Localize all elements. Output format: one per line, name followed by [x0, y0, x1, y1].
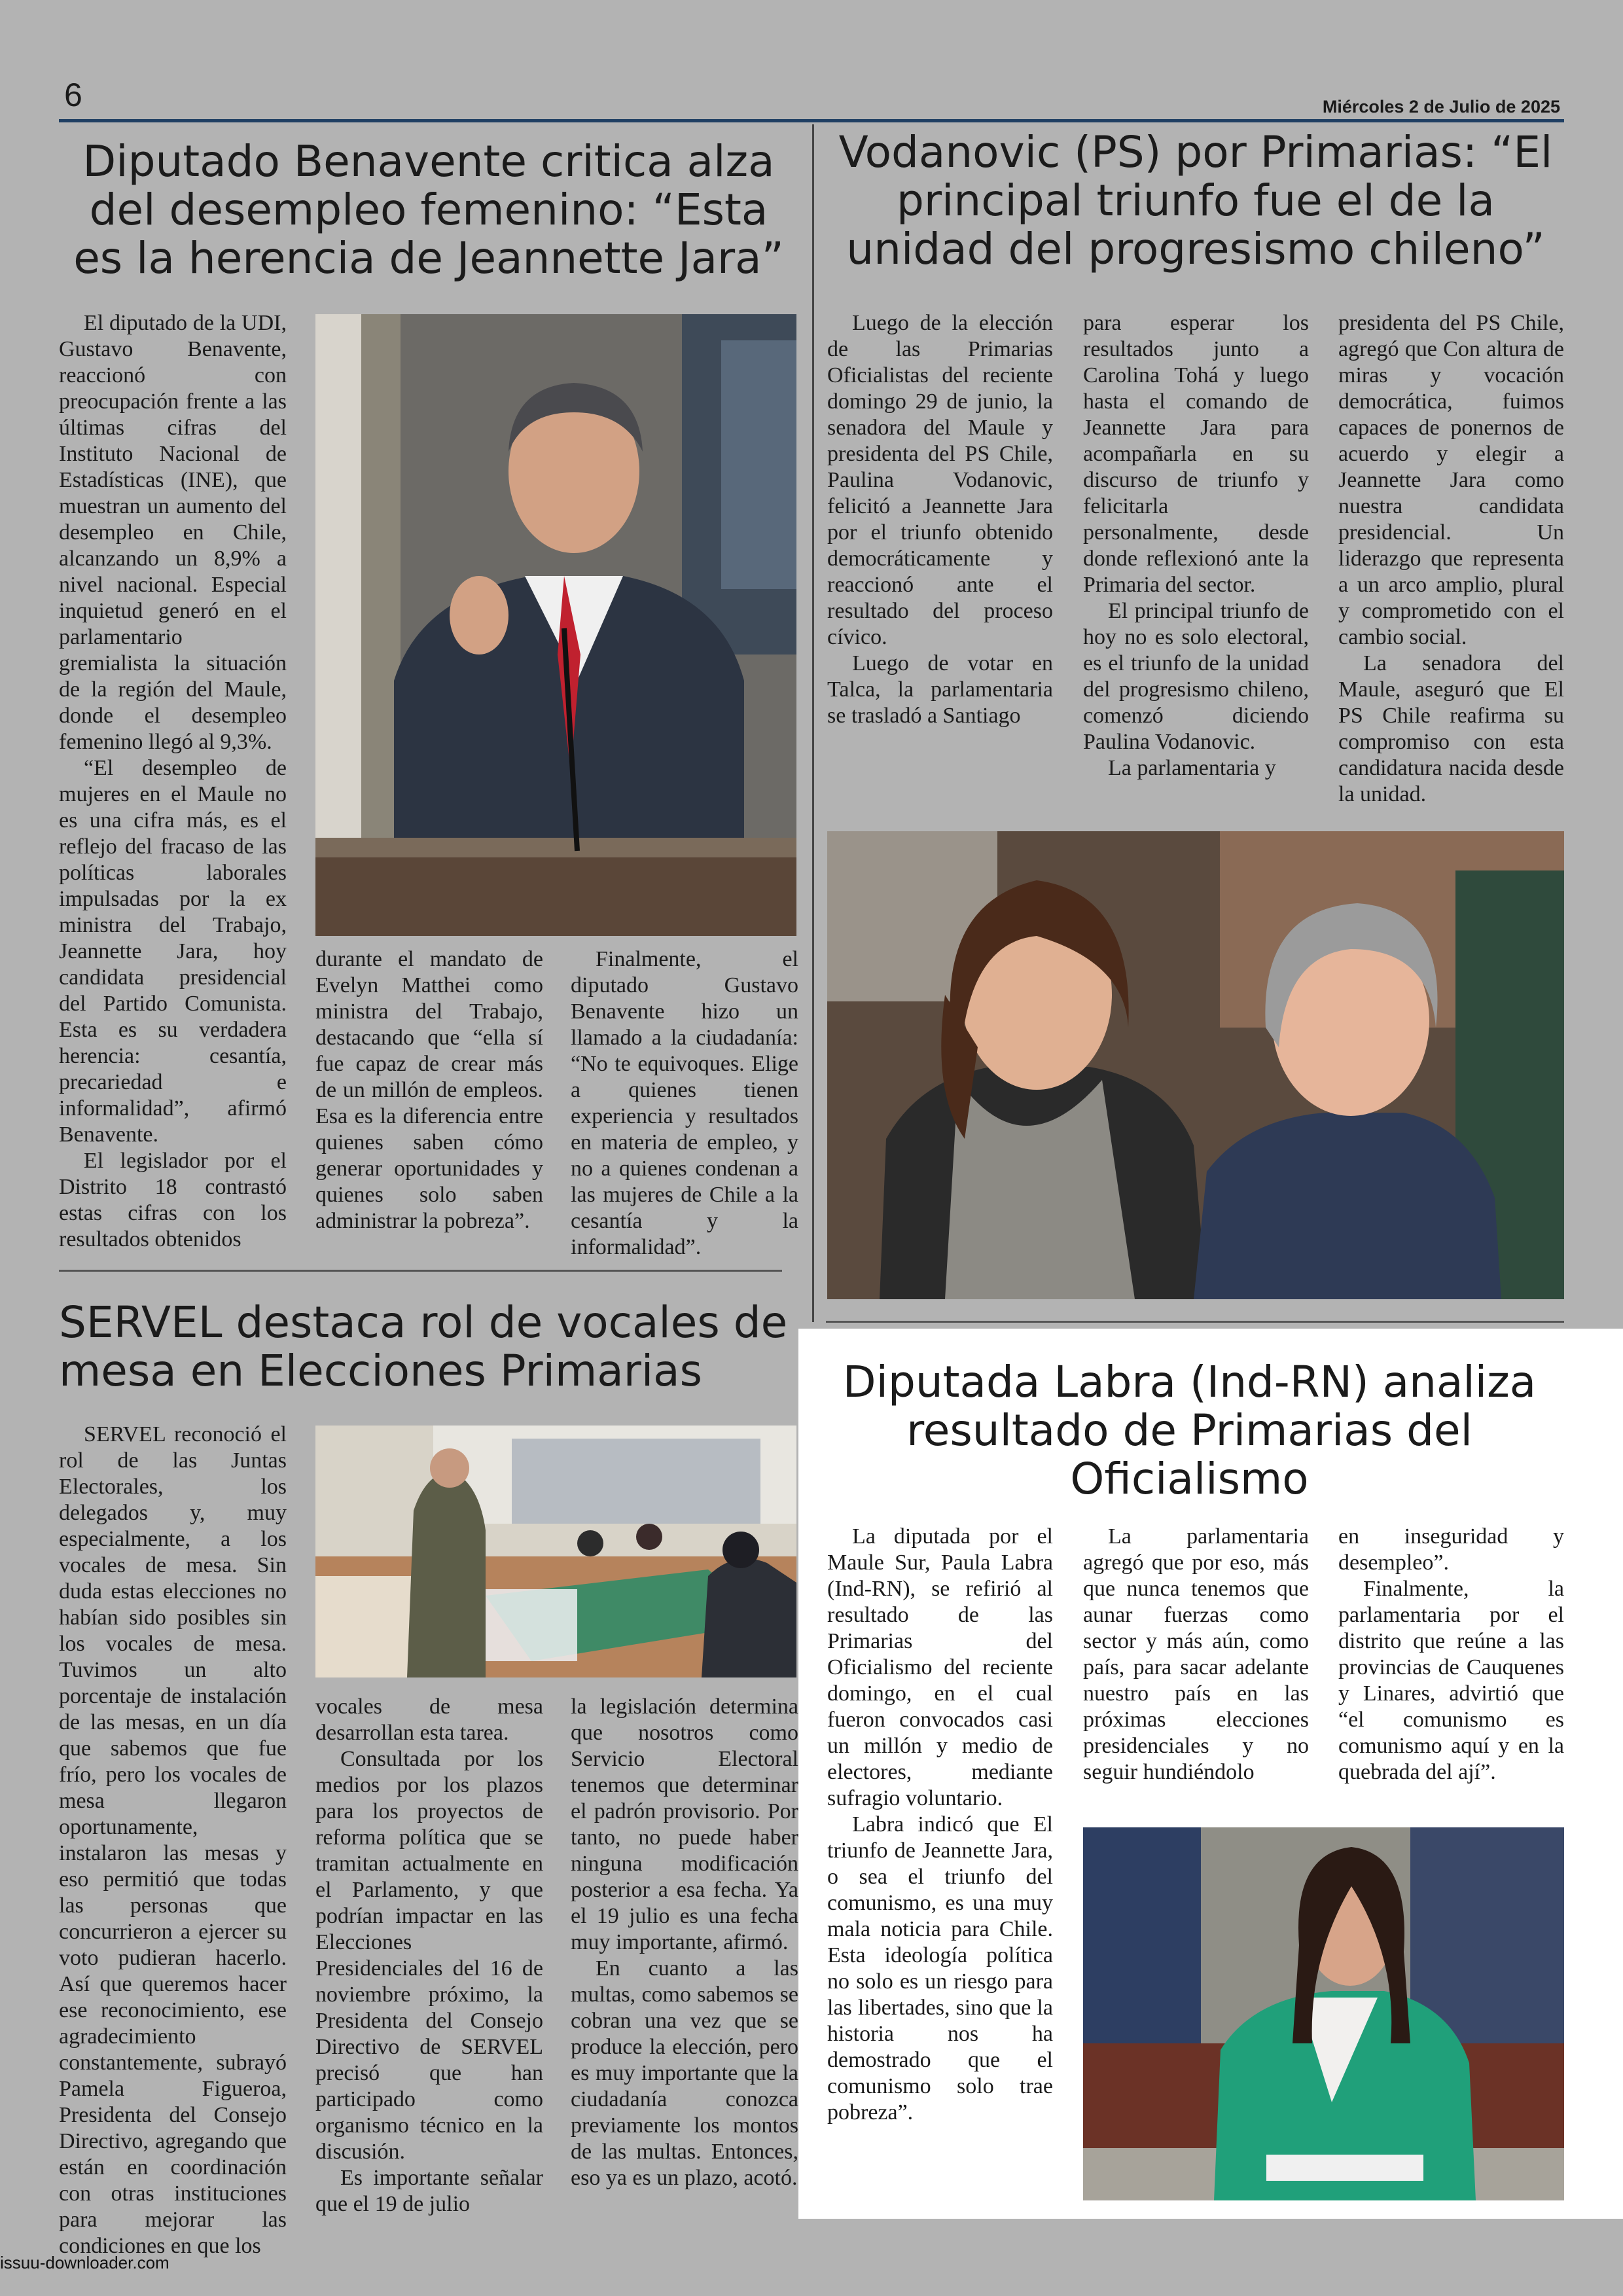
servel-photo: [315, 1426, 796, 1677]
section-divider-right: [826, 1321, 1564, 1323]
article1-col2: durante el mandato de Evelyn Matthei como ministra del Trabajo, destacando que “ella sí fue capaz de crear más de un millón de empleos. Esa es la diferencia entre quienes saben cómo generar oportunidades y quienes solo saben administrar la pobreza”.: [315, 947, 543, 1233]
article4-headline: Diputada Labra (Ind-RN) analiza resultado de Primarias del Oficialismo: [842, 1357, 1537, 1504]
article2-headline: Vodanovic (PS) por Primarias: “El principal triunfo fue el de la unidad del progresismo chileno”: [838, 127, 1553, 274]
vodanovic-photo: [827, 831, 1564, 1299]
article3-col1: SERVEL reconoció el rol de las Juntas Electorales, los delegados y, muy especialmente, a los vocales de mesa. Sin duda estas elecciones no habían sido posibles sin los vocales de mesa. Tuvimos un alto porcentaje de instalación de las mesas, en un día que sabemos que fue frío, pero los vocales de mesa llegaron oportunamente, instalaron las mesas y eso permitió que todas las personas que concurrieron a ejercer su voto pudieran hacerlo. Así que queremos hacer ese reconocimiento, ese agradecimiento constantemente, subrayó Pamela Figueroa, Presidenta del Consejo Directivo, agregando que están en coordinación con otras instituciones para mejorar las condiciones en que los: [59, 1422, 287, 2258]
article1-headline: Diputado Benavente critica alza del desempleo femenino: “Esta es la herencia de Jeannette Jara”: [73, 136, 784, 283]
benavente-photo: [315, 314, 796, 936]
article2-col3: presidenta del PS Chile, agregó que Con altura de miras y vocación democrática, fuimos capaces de ponernos de acuerdo y elegir a Jeannette Jara como nuestra candidata presidencial. Un liderazgo que representa a un arco amplio, plural y comprometido con el cambio social. La senadora del Maule, aseguró que El PS Chile reafirma su compromiso con esta candidatura nacida desde la unidad.: [1338, 311, 1564, 806]
page-number: 6: [64, 77, 82, 113]
section-divider-left: [59, 1270, 782, 1272]
issue-date: Miércoles 2 de Julio de 2025: [1322, 97, 1560, 117]
article4-col1: La diputada por el Maule Sur, Paula Labra (Ind-RN), se refirió al resultado de las Primarias del Oficialismo del reciente domingo, en el cual fueron convocados casi un millón y medio de electores, mediante sufragio voluntario. Labra indicó que El triunfo de Jeannette Jara, o sea el triunfo del comunismo, es una muy mala noticia para Chile. Esta ideología política no solo es un riesgo para las libertades, sino que la historia nos ha demostrado que el comunismo solo trae pobreza”.: [827, 1524, 1053, 2125]
center-divider: [812, 124, 814, 1322]
article3-col3: la legislación determina que nosotros como Servicio Electoral tenemos que determinar el padrón provisorio. Por tanto, no puede haber ninguna modificación posterior a esa fecha. Ya el 19 julio es una fecha muy importante, afirmó. En cuanto a las multas, como sabemos se cobran una vez que se produce la elección, pero es muy importante que la ciudadanía conozca previamente los montos de las multas. Entonces, eso ya es un plazo, acotó.: [571, 1695, 798, 2190]
article4-col2: La parlamentaria agregó que por eso, más que nunca tenemos que aunar fuerzas como sector y más aún, como país, para sacar adelante nuestro país en las próximas elecciones presidenciales y no seguir hundiéndolo: [1083, 1524, 1309, 1784]
article3-col2: vocales de mesa desarrollan esta tarea. Consultada por los medios por los plazos para los proyectos de reforma política que se tramitan actualmente en el Parlamento, y que podrían impactar en las Elecciones Presidenciales del 16 de noviembre próximo, la Presidenta del Consejo Directivo de SERVEL precisó que han participado como organismo técnico en la discusión. Es importante señalar que el 19 de julio: [315, 1695, 543, 2216]
article2-col1: Luego de la elección de las Primarias Oficialistas del reciente domingo 29 de junio, la senadora del Maule y presidenta del PS Chile, Paulina Vodanovic, felicitó a Jeannette Jara por el triunfo obtenido democráticamente y reaccionó ante el resultado del proceso cívico. Luego de votar en Talca, la parlamentaria se trasladó a Santiago: [827, 311, 1053, 728]
labra-photo: [1083, 1827, 1564, 2200]
article3-headline: SERVEL destaca rol de vocales de mesa en Elecciones Primarias: [59, 1297, 788, 1396]
article4-col3: en inseguridad y desempleo”. Finalmente, la parlamentaria por el distrito que reúne a las provincias de Cauquenes y Linares, advirtió que “el comunismo es comunismo aquí y en la quebrada del ají”.: [1338, 1524, 1564, 1784]
article1-col3: Finalmente, el diputado Gustavo Benavente hizo un llamado a la ciudadanía: “No te equivoques. Elige a quienes tienen experiencia y resultados en materia de empleo, y no a quienes condenan a las mujeres de Chile a la cesantía y la informalidad”.: [571, 947, 798, 1259]
article1-col1: El diputado de la UDI, Gustavo Benavente, reaccionó con preocupación frente a las últimas cifras del Instituto Nacional de Estadísticas (INE), que muestran un aumento del desempleo en Chile, alcanzando un 8,9% a nivel nacional. Especial inquietud generó en el parlamentario gremialista la situación de la región del Maule, donde el desempleo femenino llegó al 9,3%. “El desempleo de mujeres en el Maule no es una cifra más, es el reflejo del fracaso de las políticas laborales impulsadas por la ex ministra del Trabajo, Jeannette Jara, hoy candidata presidencial del Partido Comunista. Esta es su verdadera herencia: cesantía, precariedad e informalidad”, afirmó Benavente. El legislador por el Distrito 18 contrastó estas cifras con los resultados obtenidos: [59, 311, 287, 1251]
header-rule: [59, 119, 1564, 122]
watermark: issuu-downloader.com: [0, 2253, 169, 2272]
article2-col2: para esperar los resultados junto a Carolina Tohá y luego hasta el comando de Jeannette Jara para acompañarla en su discurso de triunfo y felicitarla personalmente, desde donde reflexionó ante la Primaria del sector. El principal triunfo de hoy no es solo electoral, es el triunfo de la unidad del progresismo chileno, comenzó diciendo Paulina Vodanovic. La parlamentaria y: [1083, 311, 1309, 780]
